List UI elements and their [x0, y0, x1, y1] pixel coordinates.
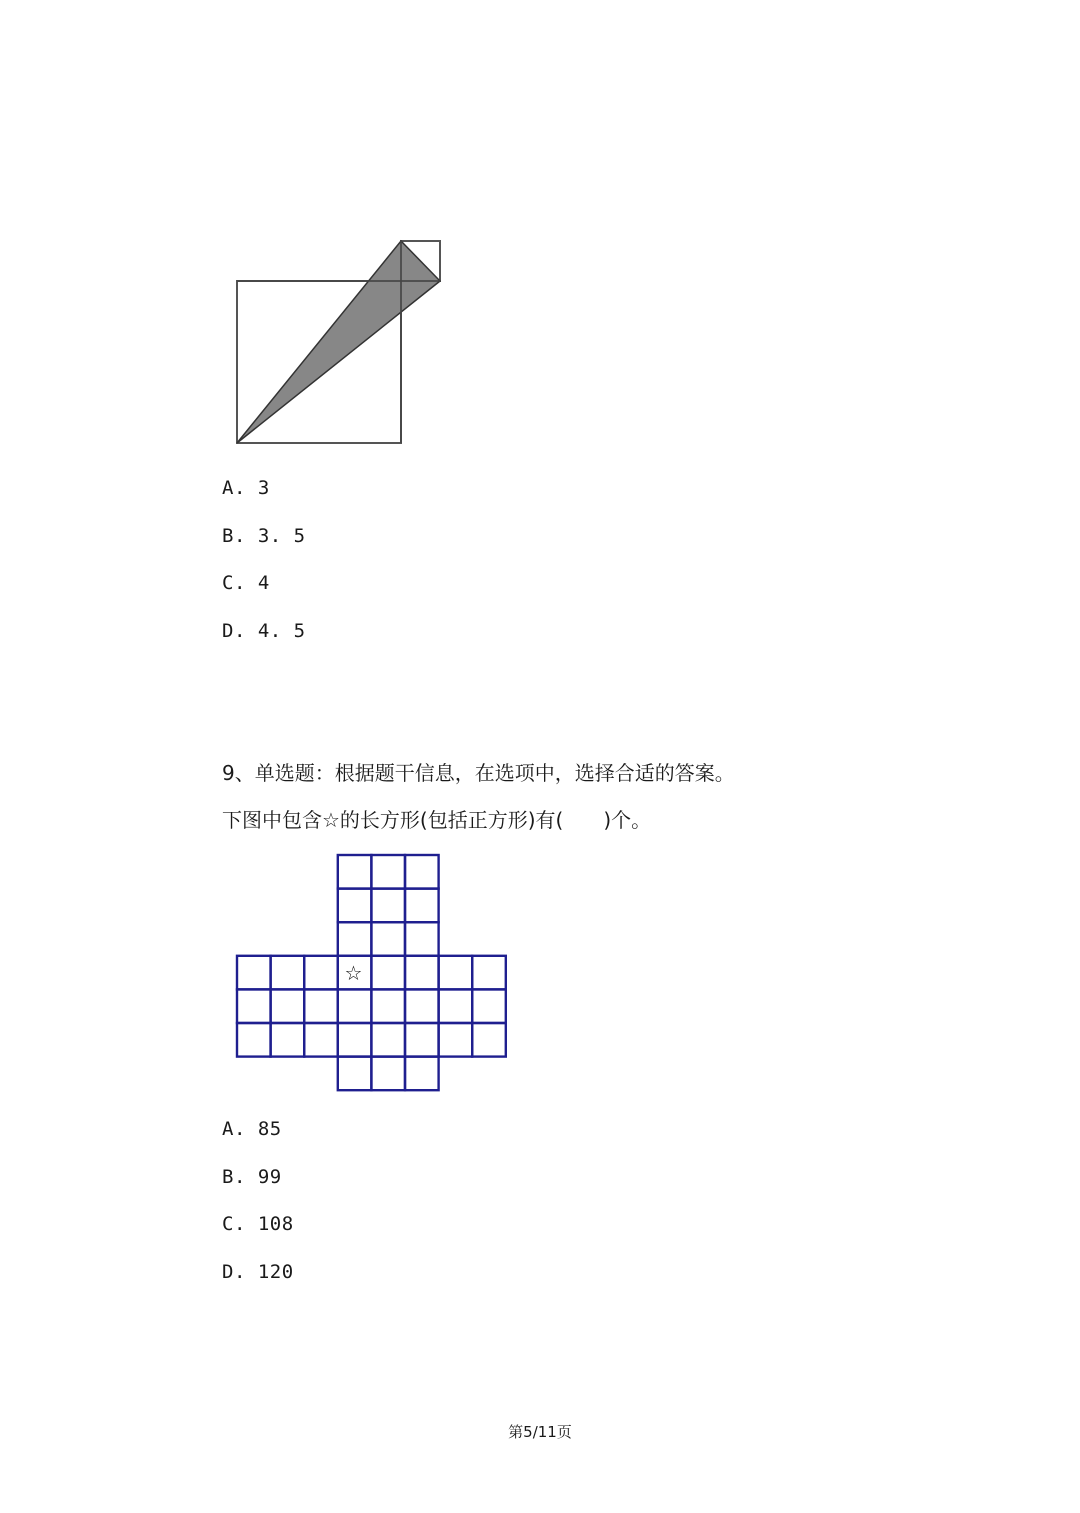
cross-grid-figure [230, 850, 515, 1095]
grid-cell [472, 989, 506, 1023]
grid-cell [237, 956, 271, 990]
grid-cell [405, 989, 439, 1023]
q9-question-text: 下图中包含☆的长方形(包括正方形)有( )个。 [222, 808, 652, 832]
grid-cell [371, 889, 405, 923]
grid-cell [304, 989, 338, 1023]
grid-cell [304, 1023, 338, 1057]
grid-cell [405, 1057, 439, 1091]
grid-cell [371, 922, 405, 956]
q8-option-b[interactable]: B. 3. 5 [222, 525, 306, 547]
page-number: 第5/11页 [508, 1423, 572, 1441]
grid-cell [271, 989, 305, 1023]
q8-option-d[interactable]: D. 4. 5 [222, 620, 306, 642]
grid-cell [472, 1023, 506, 1057]
grid-cell [405, 922, 439, 956]
grid-cell [405, 889, 439, 923]
grid-cell [338, 1023, 372, 1057]
grid-cell [338, 922, 372, 956]
grid-cell [371, 956, 405, 990]
shaded-triangle [237, 241, 440, 443]
grid-cell [405, 855, 439, 889]
grid-cell [371, 1023, 405, 1057]
q9-option-d[interactable]: D. 120 [222, 1261, 294, 1283]
grid-cell [472, 956, 506, 990]
grid-cell [338, 989, 372, 1023]
grid-cell [304, 956, 338, 990]
q8-option-c[interactable]: C. 4 [222, 572, 270, 594]
q9-option-b[interactable]: B. 99 [222, 1166, 282, 1188]
grid-cell [338, 889, 372, 923]
grid-cell [338, 1057, 372, 1091]
grid-cell [439, 1023, 473, 1057]
grid-cell [439, 989, 473, 1023]
grid-cell [338, 855, 372, 889]
grid-cell [237, 1023, 271, 1057]
grid-cell [439, 956, 473, 990]
squares-triangle-figure [230, 235, 450, 450]
q8-option-a[interactable]: A. 3 [222, 477, 270, 499]
grid-cell [405, 956, 439, 990]
q9-option-c[interactable]: C. 108 [222, 1213, 294, 1235]
star-icon: ☆ [344, 961, 363, 985]
grid-cell [405, 1023, 439, 1057]
q9-title: 9、单选题：根据题干信息，在选项中，选择合适的答案。 [222, 761, 735, 785]
grid-cell [271, 956, 305, 990]
grid-cell [371, 855, 405, 889]
q9-option-a[interactable]: A. 85 [222, 1118, 282, 1140]
grid-cell [271, 1023, 305, 1057]
grid-lines [237, 855, 506, 1090]
grid-cell [371, 1057, 405, 1091]
grid-cell [371, 989, 405, 1023]
grid-cell [237, 989, 271, 1023]
